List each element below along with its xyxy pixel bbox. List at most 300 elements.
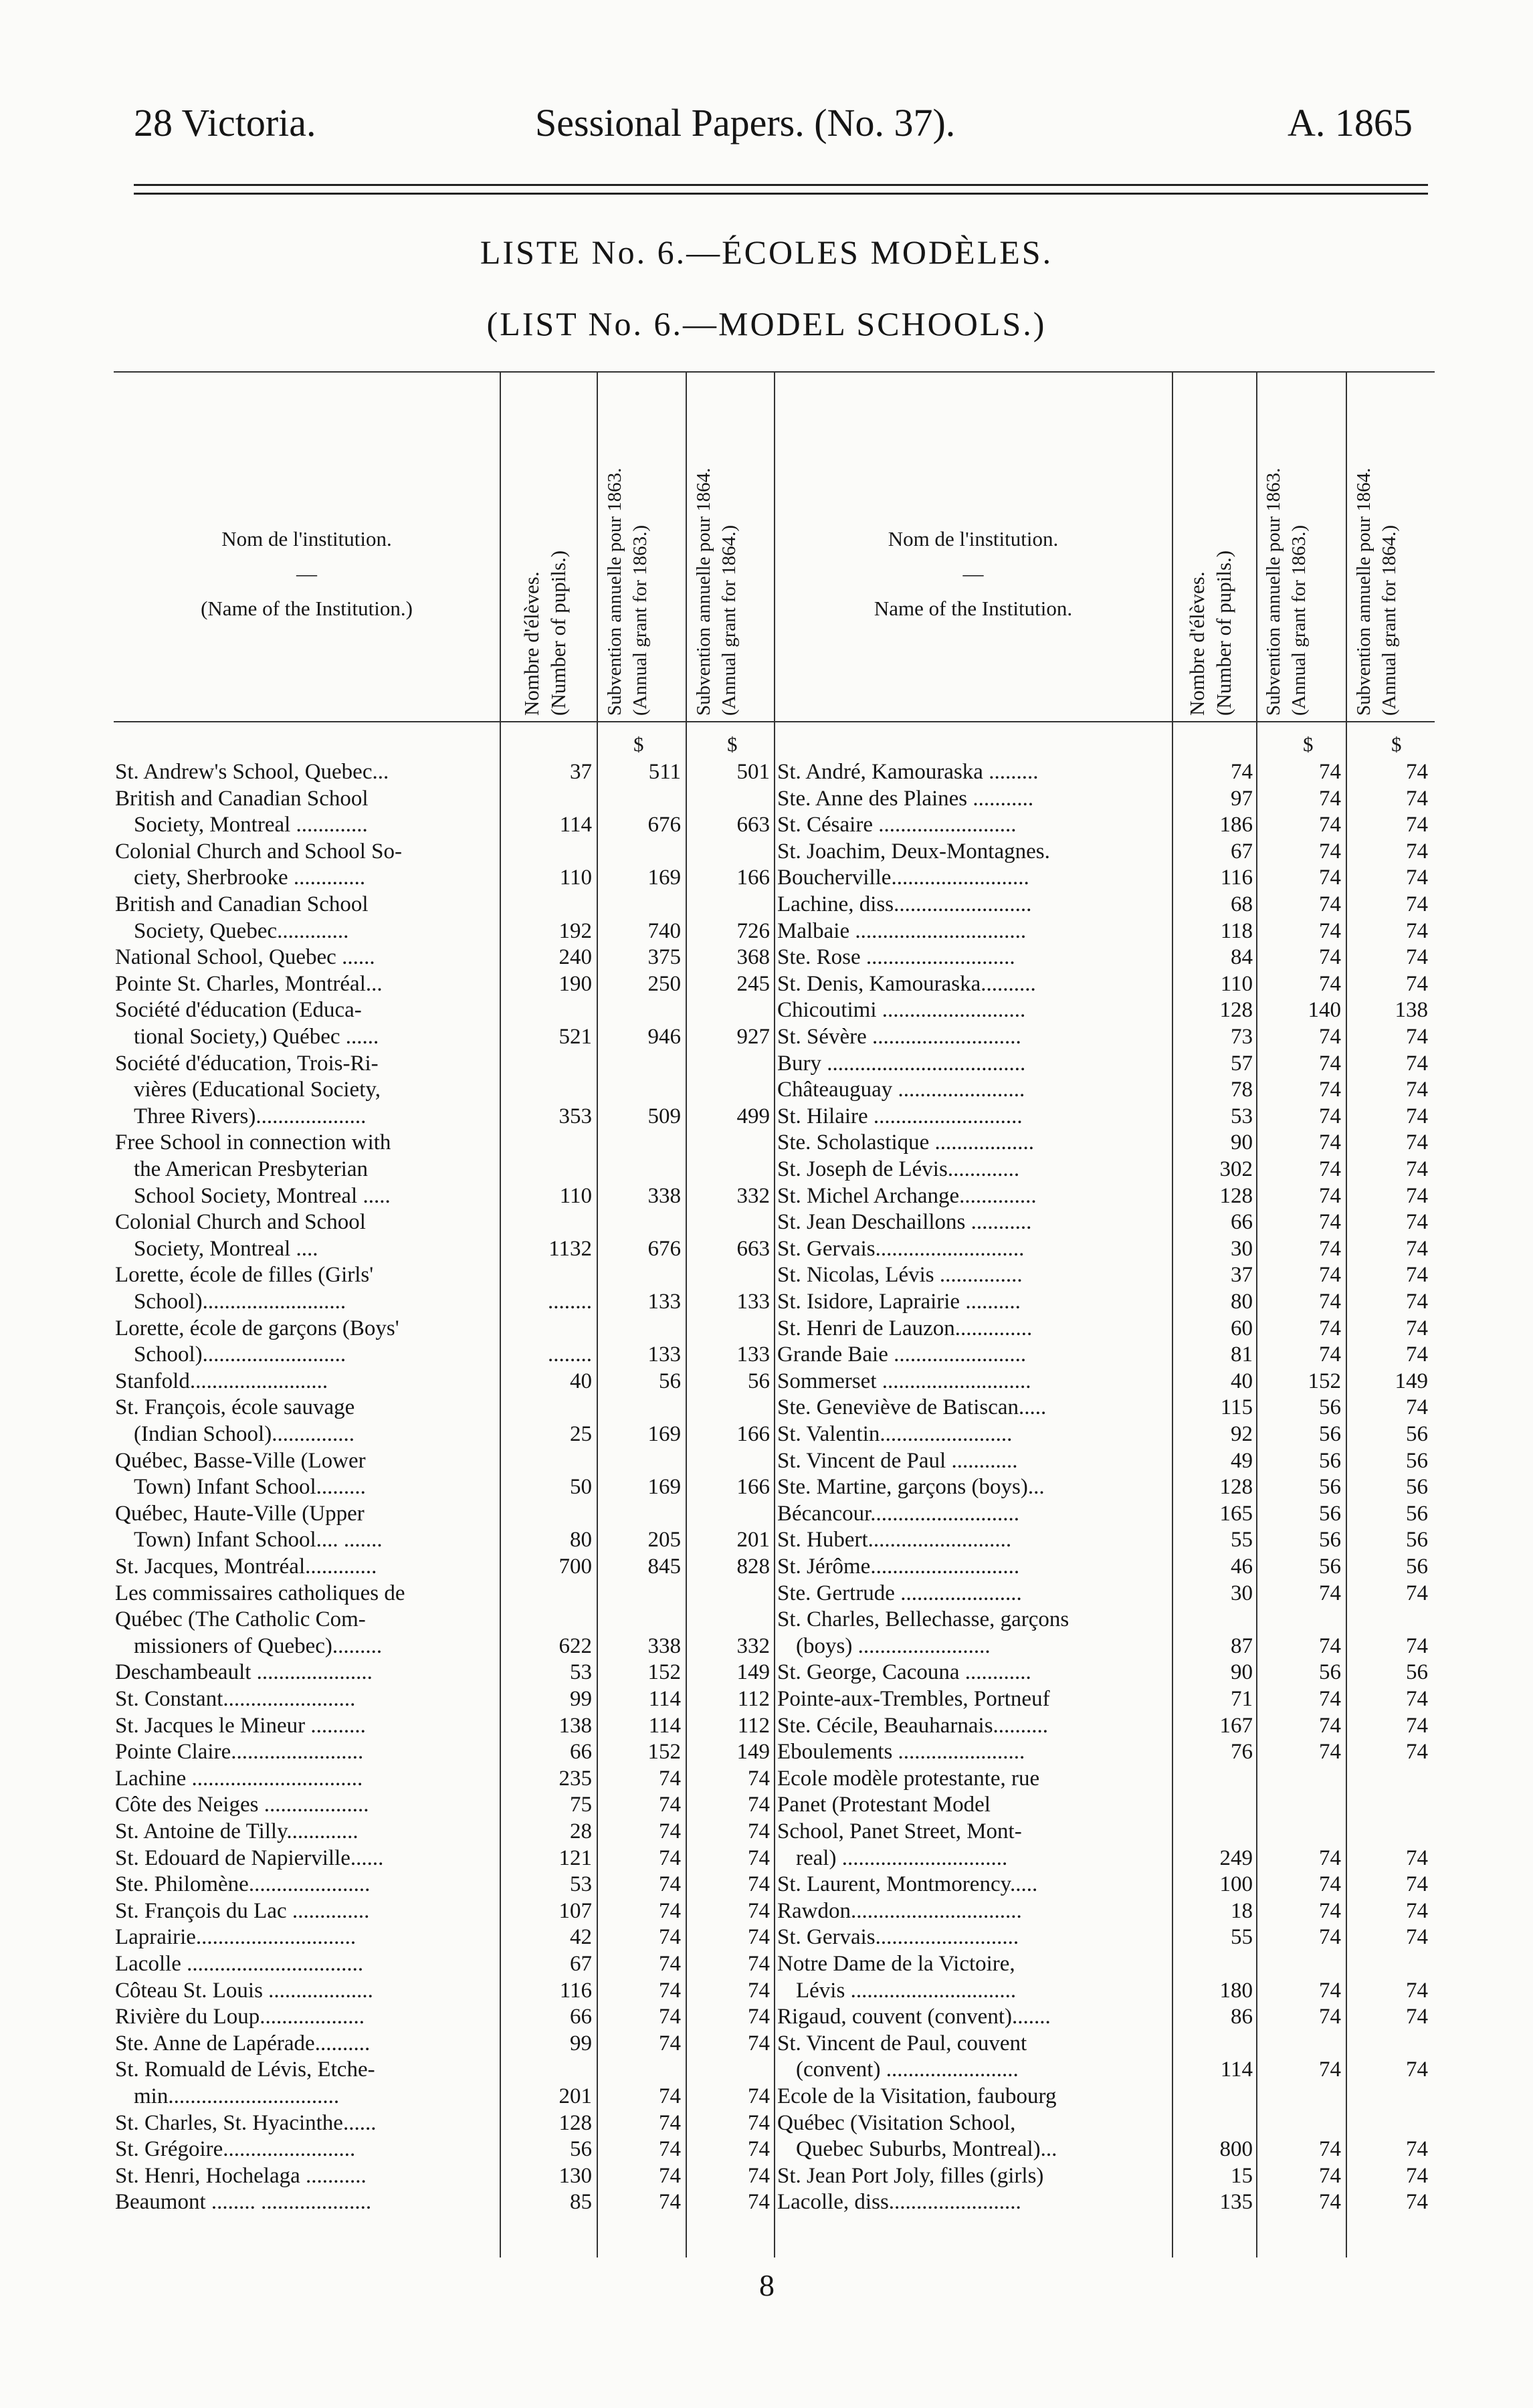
pupils-value: 18: [1231, 1899, 1253, 1923]
grant-1864-value: 74: [1406, 1237, 1428, 1261]
grant1864-header-fr: Subvention annuelle pour 1864.: [693, 468, 714, 716]
table-row-name: Société d'éducation, Trois-Ri-: [115, 1051, 379, 1076]
pupils-value: 201: [558, 2084, 592, 2108]
table-row-name: Société d'éducation (Educa-: [115, 998, 362, 1022]
pupils-value: [502, 1448, 592, 1474]
grant-1864-value: 56: [1406, 1475, 1428, 1499]
pupils-value: 302: [1219, 1157, 1253, 1181]
table-row-name: Bury ....................................: [777, 1051, 1026, 1076]
grant-1863-value: 56: [1319, 1422, 1341, 1446]
table-row-name: Quebec Suburbs, Montreal)...: [796, 2137, 1057, 2161]
grant-1864-value: [688, 997, 770, 1023]
table-row-name: Deschambeault .....................: [115, 1660, 373, 1684]
pupils-header-en: (Number of pupils.): [546, 550, 570, 716]
grant-1864-value: 149: [1395, 1369, 1428, 1393]
table-row-name: Colonial Church and School So-: [115, 839, 402, 864]
pupils-value: 42: [570, 1925, 592, 1949]
table-row-name: St. Gervais...........................: [777, 1237, 1025, 1261]
pupils-value: [502, 1581, 592, 1607]
grant-1864-value: [1348, 1951, 1428, 1977]
pupils-value: 40: [570, 1369, 592, 1393]
grant-1863-value: 74: [1319, 2058, 1341, 2082]
grant-1864-value: 56: [1406, 1422, 1428, 1446]
column-divider: [1346, 371, 1347, 2258]
grant-1863-value: 511: [648, 760, 681, 784]
grant-1864-value: 828: [736, 1554, 770, 1579]
grant-1863-value: 74: [659, 2031, 681, 2055]
table-row-name: St. Antoine de Tilly.............: [115, 1819, 359, 1843]
grant-1863-value: 74: [659, 2111, 681, 2135]
grant-1864-value: 663: [736, 1237, 770, 1261]
grant-1863-value: 74: [1319, 1078, 1341, 1102]
grant-1863-value: [599, 1501, 681, 1527]
grant-1864-value: 74: [1406, 1979, 1428, 2003]
grant-1864-value: [688, 2057, 770, 2083]
grant-1864-value: 74: [748, 2137, 770, 2161]
grant-1864-value: 74: [748, 1979, 770, 2003]
title-english: (LIST No. 6.—MODEL SCHOOLS.): [486, 305, 1047, 342]
grant-1863-value: [1258, 1766, 1341, 1792]
grant-1864-value: 56: [1406, 1660, 1428, 1684]
pupils-value: 86: [1231, 2005, 1253, 2029]
grant-1863-value: [599, 1130, 681, 1156]
table-row-name: Rawdon...............................: [777, 1899, 1022, 1923]
grant-1863-value: 509: [647, 1104, 681, 1128]
pupils-value: 116: [1220, 866, 1253, 890]
table-row-name: St. Denis, Kamouraska..........: [777, 972, 1036, 996]
dollar-sign: $: [1303, 732, 1314, 756]
grant-1864-value: 74: [1406, 972, 1428, 996]
pupils-header-fr: Nombre d'élèves.: [520, 571, 543, 716]
grant-1863-value: [599, 997, 681, 1023]
table-row-name: Ste. Cécile, Beauharnais..........: [777, 1714, 1049, 1738]
grant-1864-value: 74: [748, 1819, 770, 1843]
grant-1863-value: 74: [1319, 1714, 1341, 1738]
grant-1864-value: 332: [736, 1634, 770, 1658]
grant-1863-value: 74: [659, 1819, 681, 1843]
grant-1863-value: 74: [1319, 1237, 1341, 1261]
pupils-value: 56: [570, 2137, 592, 2161]
table-row-name: St. Michel Archange..............: [777, 1184, 1037, 1208]
pupils-value: 76: [1231, 1740, 1253, 1764]
grant-1864-value: 133: [736, 1342, 770, 1367]
grant-1863-value: [599, 1209, 681, 1235]
grant-1864-value: 74: [1406, 1316, 1428, 1340]
table-row-name: Notre Dame de la Victoire,: [777, 1952, 1015, 1976]
grant-1863-value: 74: [659, 2190, 681, 2214]
pupils-value: 90: [1231, 1130, 1253, 1155]
table-row-name: Ste. Geneviève de Batiscan.....: [777, 1395, 1047, 1419]
grant-1863-value: 74: [659, 2005, 681, 2029]
column-header-grant1863-right: [1261, 388, 1312, 716]
table-row-name: Panet (Protestant Model: [777, 1793, 991, 1817]
grant-1863-value: 140: [1308, 998, 1341, 1022]
grant-1864-value: 74: [1406, 1740, 1428, 1764]
pupils-value: 57: [1231, 1051, 1253, 1076]
table-row-name: St. Hubert..........................: [777, 1528, 1012, 1552]
grant-1864-value: 74: [748, 1767, 770, 1791]
grant-1864-value: [1348, 2084, 1428, 2110]
table-row-name: Ste. Martine, garçons (boys)...: [777, 1475, 1045, 1499]
grant-1864-value: 74: [1406, 1130, 1428, 1155]
dollar-sign: $: [1391, 732, 1402, 756]
table-row-name: British and Canadian School: [115, 892, 369, 916]
grant-1864-value: 726: [736, 919, 770, 943]
grant-1863-value: 74: [1319, 919, 1341, 943]
grant-1863-value: [599, 1051, 681, 1077]
table-row-name: St. André, Kamouraska .........: [777, 760, 1039, 784]
table-row-name: St. Joseph de Lévis.............: [777, 1157, 1020, 1181]
grant-1863-value: 56: [1319, 1475, 1341, 1499]
table-row-name: Québec (Visitation School,: [777, 2111, 1016, 2135]
grant-1864-value: 166: [736, 1422, 770, 1446]
pupils-value: 73: [1231, 1025, 1253, 1049]
table-row-name: St. Isidore, Laprairie ..........: [777, 1290, 1021, 1314]
grant-1864-value: [1348, 1766, 1428, 1792]
grant-1864-value: [1348, 1792, 1428, 1818]
grant-1864-value: 74: [1406, 1581, 1428, 1605]
grant-1864-value: 112: [737, 1687, 770, 1711]
table-row-name: Society, Montreal .............: [134, 813, 368, 837]
grant-1864-value: 138: [1395, 998, 1428, 1022]
grant1864-header-en: (Annual grant for 1864.): [1378, 524, 1400, 716]
pupils-value: 87: [1231, 1634, 1253, 1658]
grant-1864-value: [1348, 2110, 1428, 2136]
grant-1864-value: 74: [1406, 1687, 1428, 1711]
table-row-name: missioners of Quebec).........: [134, 1634, 383, 1658]
grant-1863-value: [599, 1395, 681, 1421]
grant-1864-value: 663: [736, 813, 770, 837]
grant-1863-value: 74: [1319, 1104, 1341, 1128]
table-row-name: Boucherville.........................: [777, 866, 1029, 890]
grant-1864-value: [688, 1209, 770, 1235]
name-header-english-right: Name of the Institution.: [874, 597, 1073, 620]
grant-1863-value: 205: [647, 1528, 681, 1552]
grant-1864-value: 501: [736, 760, 770, 784]
pupils-value: 130: [558, 2164, 592, 2188]
grant-1864-value: 74: [1406, 866, 1428, 890]
grant-1863-value: 74: [1319, 1740, 1341, 1764]
grant-1864-value: [688, 1316, 770, 1342]
table-row-name: Rivière du Loup...................: [115, 2005, 365, 2029]
table-row-name: Lévis ..............................: [796, 1979, 1017, 2003]
pupils-value: [502, 997, 592, 1023]
table-row-name: Ste. Anne de Lapérade..........: [115, 2031, 371, 2055]
grant-1864-value: 74: [1406, 1290, 1428, 1314]
grant-1863-value: 56: [1319, 1395, 1341, 1419]
table-row-name: Côte des Neiges ...................: [115, 1793, 369, 1817]
pupils-value: 66: [1231, 1210, 1253, 1234]
table-row-name: Grande Baie ........................: [777, 1342, 1027, 1367]
grant-1864-value: 74: [748, 2031, 770, 2055]
grant-1864-value: [688, 1395, 770, 1421]
table-row-name: St. Vincent de Paul, couvent: [777, 2031, 1027, 2055]
grant-1863-value: 169: [647, 866, 681, 890]
grant-1864-value: 332: [736, 1184, 770, 1208]
table-row-name: Ste. Philomène......................: [115, 1872, 371, 1896]
pupils-value: 192: [558, 919, 592, 943]
grant-1864-value: 74: [1406, 1184, 1428, 1208]
table-row-name: Colonial Church and School: [115, 1210, 366, 1234]
pupils-value: 118: [1220, 919, 1253, 943]
grant-1863-value: 74: [659, 1899, 681, 1923]
pupils-value: 40: [1231, 1369, 1253, 1393]
table-row-name: Lacolle, diss........................: [777, 2190, 1021, 2214]
grant-1863-value: 74: [1319, 1210, 1341, 1234]
grant-1863-value: 74: [659, 1872, 681, 1896]
grant-1863-value: 74: [1319, 1157, 1341, 1181]
grant-1864-value: 56: [1406, 1554, 1428, 1579]
pupils-value: 622: [558, 1634, 592, 1658]
grant-1864-value: 112: [737, 1714, 770, 1738]
table-row-name: (boys) ........................: [796, 1634, 991, 1658]
table-row-name: Ste. Anne des Plaines ...........: [777, 787, 1034, 811]
grant-1864-value: 74: [1406, 1342, 1428, 1367]
grant-1863-value: 74: [1319, 1051, 1341, 1076]
grant-1863-value: 74: [659, 1793, 681, 1817]
table-row-name: St. Vincent de Paul ............: [777, 1449, 1018, 1473]
column-header-name-left: [114, 522, 500, 626]
table-row-name: the American Presbyterian: [134, 1157, 369, 1181]
table-row-name: St. Jérôme...........................: [777, 1554, 1020, 1579]
grant-1863-value: 338: [647, 1184, 681, 1208]
pupils-value: 78: [1231, 1078, 1253, 1102]
grant-1863-value: [1258, 1792, 1341, 1818]
grant-1863-value: 74: [1319, 2164, 1341, 2188]
pupils-value: 99: [570, 1687, 592, 1711]
grant-1863-value: [1258, 1607, 1341, 1633]
grant-1864-value: 149: [736, 1740, 770, 1764]
pupils-value: 67: [1231, 839, 1253, 864]
grant-1864-value: 74: [748, 1846, 770, 1870]
grant-1864-value: 927: [736, 1025, 770, 1049]
grant-1864-value: 74: [1406, 919, 1428, 943]
pupils-value: 53: [570, 1660, 592, 1684]
grant-1863-value: 152: [1308, 1369, 1341, 1393]
column-header-grant1863-left: [602, 388, 653, 716]
table-row-name: Malbaie ...............................: [777, 919, 1027, 943]
dollar-sign: $: [727, 732, 738, 756]
grant-1864-value: 74: [748, 2111, 770, 2135]
grant-1864-value: 149: [736, 1660, 770, 1684]
grant-1864-value: 74: [748, 1872, 770, 1896]
table-row-name: Chicoutimi ..........................: [777, 998, 1026, 1022]
pupils-value: 75: [570, 1793, 592, 1817]
table-row-name: St. Henri, Hochelaga ...........: [115, 2164, 367, 2188]
pupils-value: 128: [558, 2111, 592, 2135]
pupils-value: [1174, 2031, 1253, 2057]
header-left: 28 Victoria.: [134, 101, 316, 144]
table-row-name: min...............................: [134, 2084, 340, 2108]
column-divider: [500, 371, 501, 2258]
pupils-value: 80: [1231, 1290, 1253, 1314]
grant-1864-value: 74: [748, 2005, 770, 2029]
grant1863-header-en: (Annual grant for 1863.): [629, 524, 651, 716]
grant-1863-value: 56: [659, 1369, 681, 1393]
grant-1863-value: 946: [647, 1025, 681, 1049]
grant-1863-value: [1258, 2084, 1341, 2110]
grant-1864-value: [1348, 1819, 1428, 1845]
column-header-pupils-right: [1184, 468, 1237, 716]
grant-1863-value: 74: [659, 2137, 681, 2161]
grant1863-header-fr: Subvention annuelle pour 1863.: [604, 468, 625, 716]
grant-1863-value: [599, 1581, 681, 1607]
grant-1864-value: 74: [1406, 2137, 1428, 2161]
pupils-value: 97: [1231, 787, 1253, 811]
table-row-name: Beaumont ........ ....................: [115, 2190, 372, 2214]
grant-1863-value: 74: [1319, 813, 1341, 837]
column-divider: [1256, 371, 1257, 2258]
table-row-name: National School, Quebec ......: [115, 945, 375, 969]
grant-1864-value: 74: [1406, 1263, 1428, 1287]
grant-1864-value: 74: [1406, 2005, 1428, 2029]
table-row-name: Ecole modèle protestante, rue: [777, 1767, 1040, 1791]
table-row-name: Pointe Claire........................: [115, 1740, 364, 1764]
table-row-name: St. Edouard de Napierville......: [115, 1846, 384, 1870]
grant-1863-value: [599, 786, 681, 812]
column-header-grant1864-right: [1351, 388, 1402, 716]
grant-1864-value: 166: [736, 866, 770, 890]
grant-1863-value: 56: [1319, 1449, 1341, 1473]
grant-1864-value: 201: [736, 1528, 770, 1552]
table-row-name: Town) Infant School.... .......: [134, 1528, 383, 1552]
pupils-value: 66: [570, 2005, 592, 2029]
pupils-value: 240: [558, 945, 592, 969]
pupils-value: 55: [1231, 1925, 1253, 1949]
grant-1863-value: 74: [659, 1846, 681, 1870]
table-row-name: St. Constant........................: [115, 1687, 356, 1711]
pupils-value: 81: [1231, 1342, 1253, 1367]
grant-1864-value: 74: [748, 1899, 770, 1923]
pupils-value: 107: [558, 1899, 592, 1923]
grant-1863-value: 74: [1319, 2005, 1341, 2029]
grant-1863-value: 74: [1319, 787, 1341, 811]
table-row-name: Châteauguay .......................: [777, 1078, 1025, 1102]
grant-1863-value: [599, 1316, 681, 1342]
pupils-value: 92: [1231, 1422, 1253, 1446]
grant-1863-value: 74: [1319, 892, 1341, 916]
grant-1863-value: [599, 1157, 681, 1183]
grant-1863-value: [1258, 1819, 1341, 1845]
grant-1864-value: 74: [1406, 1025, 1428, 1049]
header-right: A. 1865: [1288, 101, 1413, 144]
grant-1863-value: 74: [1319, 1130, 1341, 1155]
name-header-french: Nom de l'institution.: [221, 527, 392, 550]
grant-1864-value: 74: [748, 1952, 770, 1976]
grant-1863-value: 74: [659, 1952, 681, 1976]
grant-1864-value: 74: [1406, 1157, 1428, 1181]
grant-1863-value: 74: [1319, 1184, 1341, 1208]
pupils-value: 25: [570, 1422, 592, 1446]
grant-1864-value: [688, 839, 770, 865]
table-row-name: Lacolle ................................: [115, 1952, 364, 1976]
grant1863-header-fr: Subvention annuelle pour 1863.: [1263, 468, 1284, 716]
grant-1864-value: 368: [736, 945, 770, 969]
grant-1864-value: 499: [736, 1104, 770, 1128]
grant-1864-value: 74: [748, 1793, 770, 1817]
grant-1864-value: 74: [1406, 1846, 1428, 1870]
table-row-name: St. George, Cacouna ............: [777, 1660, 1031, 1684]
table-row-name: St. Jean Deschaillons ...........: [777, 1210, 1032, 1234]
pupils-value: 30: [1231, 1581, 1253, 1605]
grant-1864-value: [688, 1262, 770, 1288]
column-header-pupils-left: [518, 468, 572, 716]
table-row-name: Québec, Basse-Ville (Lower: [115, 1449, 366, 1473]
pupils-value: 100: [1219, 1872, 1253, 1896]
grant-1863-value: 114: [648, 1687, 681, 1711]
grant-1863-value: 375: [647, 945, 681, 969]
grant-1863-value: 169: [647, 1475, 681, 1499]
pupils-value: 114: [559, 813, 592, 837]
table-row-name: British and Canadian School: [115, 787, 369, 811]
column-divider: [686, 371, 687, 2258]
grant-1864-value: 74: [1406, 1395, 1428, 1419]
column-header-name-right: [776, 522, 1170, 626]
pupils-value: 53: [570, 1872, 592, 1896]
header-center: Sessional Papers. (No. 37).: [535, 101, 956, 144]
grant-1864-value: [1348, 1607, 1428, 1633]
pupils-value: [1174, 2084, 1253, 2110]
grant-1863-value: 74: [1319, 1290, 1341, 1314]
table-row-name: St. Jacques le Mineur ..........: [115, 1714, 366, 1738]
pupils-value: 85: [570, 2190, 592, 2214]
grant-1863-value: 74: [1319, 1687, 1341, 1711]
grant-1864-value: 74: [748, 1925, 770, 1949]
pupils-value: [502, 1501, 592, 1527]
table-row-name: Lorette, école de filles (Girls': [115, 1263, 374, 1287]
pupils-value: 1132: [548, 1237, 592, 1261]
pupils-value: 167: [1219, 1714, 1253, 1738]
grant-1864-value: [688, 786, 770, 812]
grant-1863-value: 114: [648, 1714, 681, 1738]
table-row-name: ciety, Sherbrooke .............: [134, 866, 366, 890]
pupils-value: 128: [1219, 1184, 1253, 1208]
grant-1864-value: 74: [1406, 1078, 1428, 1102]
grant1864-header-en: (Annual grant for 1864.): [718, 524, 740, 716]
pupils-value: 49: [1231, 1449, 1253, 1473]
grant-1863-value: 74: [1319, 1846, 1341, 1870]
pupils-value: 128: [1219, 998, 1253, 1022]
table-row-name: Ste. Gertrude ......................: [777, 1581, 1022, 1605]
column-divider: [597, 371, 598, 2258]
table-row-name: St. Hilaire ...........................: [777, 1104, 1023, 1128]
pupils-value: 800: [1219, 2137, 1253, 2161]
grant-1863-value: 133: [647, 1290, 681, 1314]
grant-1864-value: [688, 1077, 770, 1103]
grant-1864-value: 74: [1406, 839, 1428, 864]
grant-1864-value: 74: [1406, 1714, 1428, 1738]
pupils-value: 50: [570, 1475, 592, 1499]
column-divider: [1172, 371, 1173, 2258]
pupils-value: ........: [548, 1342, 592, 1367]
pupils-value: [502, 1262, 592, 1288]
pupils-header-en: (Number of pupils.): [1212, 550, 1235, 716]
pupils-value: ........: [548, 1290, 592, 1314]
grant-1863-value: 74: [1319, 760, 1341, 784]
pupils-value: 165: [1219, 1502, 1253, 1526]
table-row-name: Côteau St. Louis ...................: [115, 1979, 373, 2003]
table-row-name: St. Sévère ...........................: [777, 1025, 1021, 1049]
table-row-name: St. Nicolas, Lévis ...............: [777, 1263, 1023, 1287]
pupils-value: 28: [570, 1819, 592, 1843]
grant-1863-value: 56: [1319, 1554, 1341, 1579]
table-row-name: St. Césaire .........................: [777, 813, 1017, 837]
name-header-french-right: Nom de l'institution.: [888, 527, 1059, 550]
grant-1863-value: 74: [1319, 972, 1341, 996]
pupils-value: 135: [1219, 2190, 1253, 2214]
table-row-name: Les commissaires catholiques de: [115, 1581, 405, 1605]
pupils-value: 46: [1231, 1554, 1253, 1579]
